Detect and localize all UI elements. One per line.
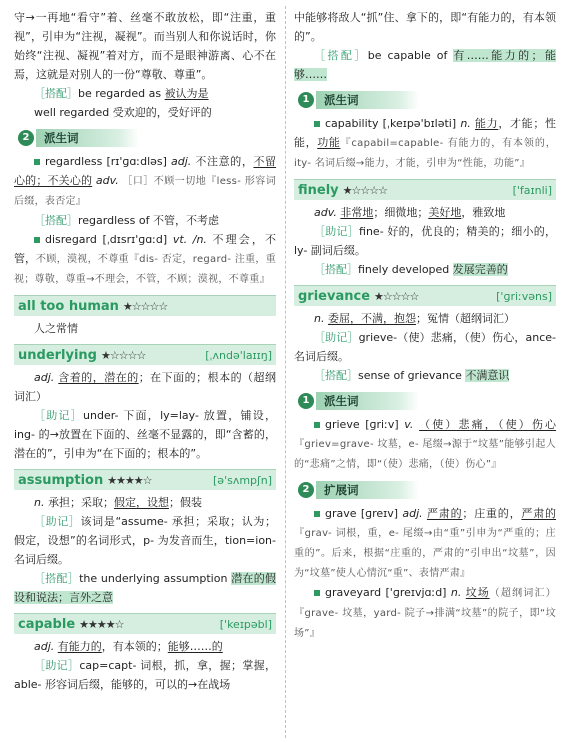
section-label: 扩展词 (316, 481, 419, 499)
all-too-human-def: 人之常情 (34, 322, 78, 335)
rating-stars: ★☆☆☆☆ (101, 348, 146, 362)
underlying-mnemonic: ［助记］under- 下面，ly=lay- 放置，铺设，ing- 的→放置在下面的、丝毫不显露的，即“含蓄的，潜在的”，引申为“在下面的；根本的”。 (14, 409, 276, 460)
headword-grievance: grievance ★☆☆☆☆ ['ɡriːvəns] (294, 285, 556, 306)
bullet-icon (314, 121, 320, 127)
section-derived (14, 128, 276, 148)
bullet-icon (34, 159, 40, 165)
capable-continued: 中能够将敌人“抓”住、拿下的，即“有能力的，有本领的”。 (294, 11, 556, 43)
right-column (294, 8, 556, 643)
finely-def: adv. 非常地；细微地；美好地，雅致地 (314, 206, 506, 219)
bullet-icon (314, 511, 320, 517)
bullet-icon (314, 422, 320, 428)
section-number-icon: 2 (294, 480, 316, 500)
bullet-icon (34, 237, 40, 243)
section-extended (294, 480, 556, 500)
entry-regardless: regardless [rɪ'ɡɑːdləs] adj. 不注意的，不留心的；不关心的 adv. ［口］不顾一切地『less- 形容词后缀，表否定』 (14, 155, 277, 207)
rating-stars: ★★★★☆ (107, 473, 152, 487)
rating-stars: ★☆☆☆☆ (122, 299, 168, 313)
capable-collocation: ［搭配］be capable of 有……能力的；能够…… (294, 49, 557, 81)
section-number-icon: 1 (294, 90, 316, 110)
regard-collocation-2: well regarded 受欢迎的，受好评的 (34, 106, 212, 119)
finely-collocation: ［搭配］finely developed 发展完善的 (314, 263, 508, 276)
entry-capability: capability [ˌkeɪpə'bɪləti] n. 能力，才能；性能，功能『capabil=capable- 有能力的，有本领的，ity- 名词后缀→能力，才能，引申为“性能，功能”』 (294, 117, 557, 169)
assumption-def: n. 承担；采取；假定，设想；假装 (34, 496, 202, 509)
section-number-icon: 1 (294, 391, 316, 411)
assumption-mnemonic: ［助记］该词是“assume- 承担；采取；认为；假定，设想”的名词形式，p- 为发音而生，tion=ion- 名词后缀。 (14, 515, 276, 566)
section-label: 派生词 (316, 392, 419, 410)
grievance-mnemonic: ［助记］grieve-（使）悲痛，（使）伤心，ance- 名词后缀。 (294, 331, 557, 363)
grievance-collocation: ［搭配］sense of grievance 不满意识 (314, 369, 510, 382)
section-label: 派生词 (316, 91, 419, 109)
entry-grave: grave [ɡreɪv] adj. 严肃的；庄重的，严肃的『grav- 词根，重，e- 尾缀→由“重”引申为“严重的；庄重的”。后来，根据“庄重的，严肃的”引申出“坟墓”，因为“坟墓”使人心情沉“重”、表情严肃』 (294, 507, 557, 579)
capable-def: adj. 有能力的，有本领的；能够……的 (34, 640, 223, 653)
assumption-collocation: ［搭配］the underlying assumption 潜在的假设和说法；言外之意 (14, 572, 277, 604)
rating-stars: ★☆☆☆☆ (374, 289, 419, 303)
finely-mnemonic: ［助记］fine- 好的，优良的；精美的；细小的，ly- 副词后缀。 (294, 225, 557, 257)
headword-assumption: assumption ★★★★☆ [ə'sʌmpʃn] (14, 469, 276, 490)
regard-collocation: ［搭配］be regarded as 被认为是 (34, 87, 209, 100)
section-derived-2 (294, 391, 556, 411)
entry-disregard: disregard [ˌdɪsrɪ'ɡɑːd] vt. /n. 不理会，不管，不顾，漠视，不尊重『dis- 否定，regard- 注重，重视；尊敬，尊重→不理会，不管，不顾；漠视，不尊重』 (14, 233, 277, 285)
bullet-icon (314, 590, 320, 596)
entry-graveyard: graveyard ['ɡreɪvjɑːd] n. 坟场（超纲词汇）『grave- 坟墓，yard- 院子→排满“坟墓”的院子，即“坟场”』 (294, 586, 557, 639)
rating-stars: ★☆☆☆☆ (342, 183, 387, 197)
column-divider (285, 6, 286, 738)
grievance-def: n. 委屈，不满，抱怨；冤情（超纲词汇） (314, 312, 515, 325)
section-derived (294, 90, 556, 110)
rating-stars: ★★★★☆ (79, 617, 124, 631)
section-label: 派生词 (36, 129, 139, 147)
headword-finely: finely ★☆☆☆☆ ['faɪnli] (294, 179, 556, 200)
regard-paragraph: 守→一再地“看守”着、丝毫不敢放松，即“注重，重视”，引申为“注视，凝视”。而当别人和你说话时，你始终“注视、凝视”着对方，而不是眼神游离、心不在焉，这就是对别人的一份“尊敬、尊重”。 (14, 11, 276, 81)
underlying-def: adj. 含着的，潜在的；在下面的；根本的（超纲词汇） (14, 371, 277, 403)
headword-all-too-human: all too human ★☆☆☆☆ (14, 295, 276, 316)
section-number-icon: 2 (14, 128, 36, 148)
entry-grieve: grieve [ɡriːv] v. （使）悲痛，（使）伤心『griev=grave- 坟墓，e- 尾缀→源于“坟墓”能够引起人的“悲痛”之情，即“（使）悲痛，（使）伤心”』 (294, 418, 557, 470)
capable-mnemonic: ［助记］cap=capt- 词根，抓，拿，握；掌握，able- 形容词后缀，能够的，可以的→在战场 (14, 659, 277, 691)
headword-capable: capable ★★★★☆ ['keɪpəbl] (14, 613, 276, 634)
headword-underlying: underlying ★☆☆☆☆ [ˌʌndə'laɪɪŋ] (14, 344, 276, 365)
left-column (14, 8, 276, 694)
regardless-collocation: ［搭配］regardless of 不管，不考虑 (34, 214, 219, 227)
